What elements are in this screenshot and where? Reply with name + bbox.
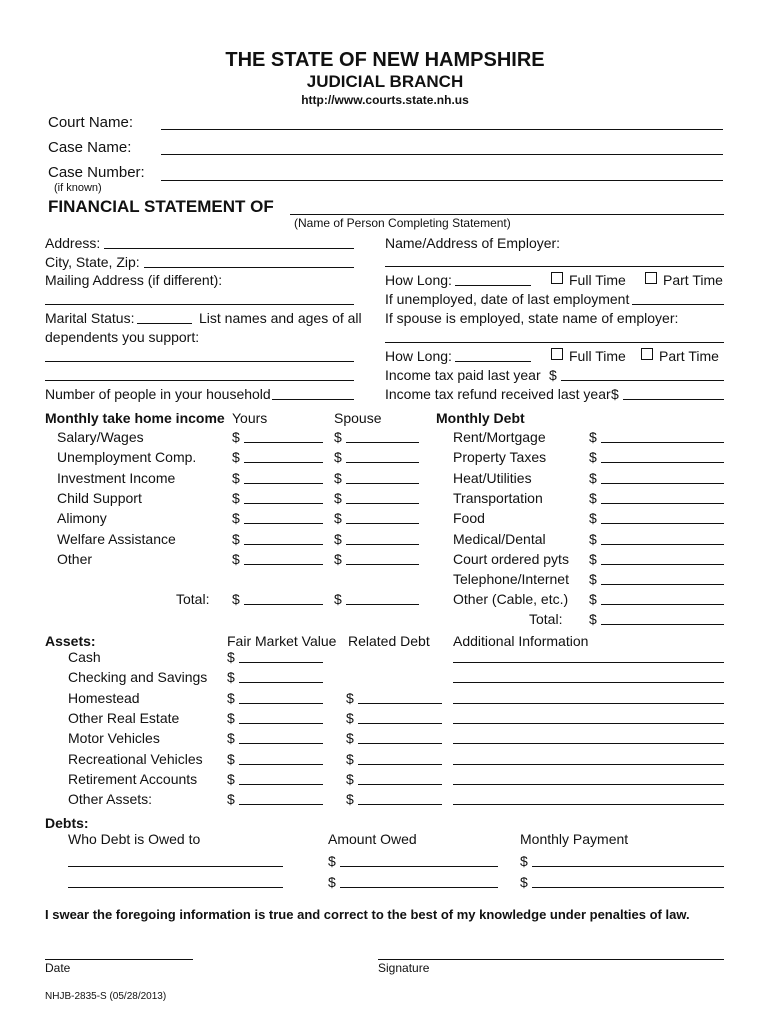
income-spouse-dollar: $ xyxy=(334,530,342,547)
asset-info-field[interactable] xyxy=(453,764,724,765)
income-yours-dollar: $ xyxy=(232,489,240,506)
statement-title: FINANCIAL STATEMENT OF xyxy=(48,197,274,216)
income-yours-field[interactable] xyxy=(244,503,323,504)
asset-label: Homestead xyxy=(68,689,140,706)
asset-fmv-field[interactable] xyxy=(239,743,323,744)
debt-total-field[interactable] xyxy=(601,624,724,625)
debts-col-amount: Amount Owed xyxy=(328,831,417,847)
address-label: Address: xyxy=(45,235,101,251)
form-id: NHJB-2835-S (05/28/2013) xyxy=(45,991,167,1002)
debt-payment-dollar-1: $ xyxy=(520,853,528,869)
unemployed-field[interactable] xyxy=(632,304,724,305)
income-col-spouse: Spouse xyxy=(334,410,382,426)
debt-label: Property Taxes xyxy=(453,449,547,466)
income-total-yours-field[interactable] xyxy=(244,604,323,605)
debt-field[interactable] xyxy=(601,442,724,443)
asset-label: Other Real Estate xyxy=(68,709,180,726)
debt-label: Rent/Mortgage xyxy=(453,429,546,445)
income-spouse-field[interactable] xyxy=(346,503,419,504)
debt-amount-field-1[interactable] xyxy=(340,866,498,867)
household-label: Number of people in your household xyxy=(45,386,271,402)
debt-payment-field-2[interactable] xyxy=(532,887,724,888)
city-field[interactable] xyxy=(144,267,354,268)
full-time-checkbox[interactable] xyxy=(551,272,563,284)
city-label: City, State, Zip: xyxy=(45,254,140,270)
asset-fmv-dollar: $ xyxy=(227,669,235,686)
debt-label: Court ordered pyts xyxy=(453,550,569,567)
address-field[interactable] xyxy=(104,248,354,249)
asset-related-dollar: $ xyxy=(346,709,354,726)
asset-fmv-field[interactable] xyxy=(239,764,323,765)
debt-field[interactable] xyxy=(601,503,724,504)
asset-fmv-dollar: $ xyxy=(227,770,235,787)
income-spouse-dollar: $ xyxy=(334,449,342,466)
asset-fmv-dollar: $ xyxy=(227,750,235,767)
employer-field[interactable] xyxy=(385,266,724,267)
asset-label: Recreational Vehicles xyxy=(68,750,203,767)
income-spouse-field[interactable] xyxy=(346,442,419,443)
asset-label: Motor Vehicles xyxy=(68,730,160,747)
asset-related-dollar: $ xyxy=(346,750,354,767)
income-total-spouse-field[interactable] xyxy=(346,604,419,605)
employer-label: Name/Address of Employer: xyxy=(385,235,561,251)
asset-fmv-dollar: $ xyxy=(227,791,235,808)
asset-fmv-field[interactable] xyxy=(239,723,323,724)
signature-field[interactable] xyxy=(378,959,724,960)
asset-related-field[interactable] xyxy=(358,703,442,704)
income-spouse-dollar: $ xyxy=(334,469,342,486)
debts-heading: Debts: xyxy=(45,815,89,831)
asset-fmv-field[interactable] xyxy=(239,784,323,785)
mailing-field[interactable] xyxy=(45,304,354,305)
income-yours-dollar: $ xyxy=(232,550,240,567)
debt-dollar: $ xyxy=(589,469,597,486)
tax-paid-dollar: $ xyxy=(549,367,557,383)
list-names-label: List names and ages of all xyxy=(199,310,362,326)
income-spouse-field[interactable] xyxy=(346,523,419,524)
statement-of-field[interactable] xyxy=(290,214,724,215)
full-time-label: Full Time xyxy=(569,272,626,288)
dependents-label: dependents you support: xyxy=(45,329,200,345)
dependents-field-2[interactable] xyxy=(45,380,354,381)
part-time-checkbox-2[interactable] xyxy=(641,348,653,360)
debt-label: Telephone/Internet xyxy=(453,571,569,588)
case-name-field[interactable] xyxy=(161,154,723,155)
income-yours-dollar: $ xyxy=(232,530,240,547)
income-spouse-field[interactable] xyxy=(346,544,419,545)
income-yours-field[interactable] xyxy=(244,483,323,484)
income-label: Alimony xyxy=(57,510,107,527)
date-field[interactable] xyxy=(45,959,193,960)
asset-related-dollar: $ xyxy=(346,791,354,808)
debt-label: Food xyxy=(453,510,485,527)
asset-related-dollar: $ xyxy=(346,730,354,747)
income-yours-field[interactable] xyxy=(244,564,323,565)
spouse-employer-field[interactable] xyxy=(385,342,724,343)
debt-amount-field-2[interactable] xyxy=(340,887,498,888)
income-label: Other xyxy=(57,550,93,567)
tax-refund-label: Income tax refund received last year xyxy=(385,386,611,402)
tax-paid-label: Income tax paid last year xyxy=(385,367,541,383)
asset-info-field[interactable] xyxy=(453,662,724,663)
court-name-label: Court Name: xyxy=(48,114,134,131)
asset-label: Other Assets: xyxy=(68,791,153,808)
debts-col-payment: Monthly Payment xyxy=(520,831,629,847)
debt-dollar: $ xyxy=(589,571,597,588)
asset-related-field[interactable] xyxy=(358,784,442,785)
debt-heading: Monthly Debt xyxy=(436,410,525,426)
income-heading: Monthly take home income xyxy=(45,410,225,426)
unemployed-label: If unemployed, date of last employment xyxy=(385,291,630,307)
asset-fmv-dollar: $ xyxy=(227,649,235,665)
court-name-field[interactable] xyxy=(161,129,723,130)
asset-fmv-field[interactable] xyxy=(239,804,323,805)
income-yours-dollar: $ xyxy=(232,449,240,466)
asset-fmv-field[interactable] xyxy=(239,682,323,683)
assets-col-fmv: Fair Market Value xyxy=(227,633,337,649)
household-field[interactable] xyxy=(272,399,354,400)
debt-dollar: $ xyxy=(589,550,597,567)
asset-info-field[interactable] xyxy=(453,784,724,785)
income-spouse-field[interactable] xyxy=(346,483,419,484)
debt-amount-dollar-1: $ xyxy=(328,853,336,869)
assets-heading: Assets: xyxy=(45,633,96,649)
date-label: Date xyxy=(45,961,71,975)
debt-field[interactable] xyxy=(601,544,724,545)
asset-fmv-dollar: $ xyxy=(227,689,235,706)
income-spouse-dollar: $ xyxy=(334,489,342,506)
asset-related-dollar: $ xyxy=(346,689,354,706)
debt-dollar: $ xyxy=(589,489,597,506)
asset-fmv-field[interactable] xyxy=(239,703,323,704)
asset-related-dollar: $ xyxy=(346,770,354,787)
income-label: Welfare Assistance xyxy=(57,530,176,547)
assets-col-related: Related Debt xyxy=(348,633,430,649)
debt-field[interactable] xyxy=(601,564,724,565)
debt-who-field-2[interactable] xyxy=(68,887,283,888)
signature-label: Signature xyxy=(378,961,430,975)
income-label: Salary/Wages xyxy=(57,429,144,445)
income-yours-dollar: $ xyxy=(232,469,240,486)
debt-total-label: Total: xyxy=(529,611,563,627)
debt-dollar: $ xyxy=(589,429,597,445)
asset-fmv-dollar: $ xyxy=(227,709,235,726)
asset-info-field[interactable] xyxy=(453,723,724,724)
asset-label: Checking and Savings xyxy=(68,669,208,686)
asset-related-field[interactable] xyxy=(358,723,442,724)
debt-label: Medical/Dental xyxy=(453,530,546,547)
debt-label: Transportation xyxy=(453,489,543,506)
part-time-label-2: Part Time xyxy=(659,348,719,364)
debts-col-who: Who Debt is Owed to xyxy=(68,831,201,847)
income-yours-field[interactable] xyxy=(244,462,323,463)
asset-label: Cash xyxy=(68,649,101,665)
state-title: THE STATE OF NEW HAMPSHIRE xyxy=(225,49,545,71)
asset-info-field[interactable] xyxy=(453,743,724,744)
oath-text: I swear the foregoing information is true and correct to the best of my knowledge under penalties of law. xyxy=(45,907,690,922)
asset-info-field[interactable] xyxy=(453,682,724,683)
asset-label: Retirement Accounts xyxy=(68,770,198,787)
debt-label: Other (Cable, etc.) xyxy=(453,591,569,608)
marital-label: Marital Status: xyxy=(45,310,135,326)
debt-payment-dollar-2: $ xyxy=(520,874,528,890)
asset-related-field[interactable] xyxy=(358,764,442,765)
income-total-label: Total: xyxy=(176,591,210,607)
income-spouse-dollar: $ xyxy=(334,510,342,527)
debt-payment-field-1[interactable] xyxy=(532,866,724,867)
debt-field[interactable] xyxy=(601,483,724,484)
debt-dollar: $ xyxy=(589,530,597,547)
how-long-field-2[interactable] xyxy=(455,361,531,362)
spouse-employer-label: If spouse is employed, state name of employer: xyxy=(385,310,679,326)
dependents-field-1[interactable] xyxy=(45,361,354,362)
case-number-field[interactable] xyxy=(161,180,723,181)
asset-related-field[interactable] xyxy=(358,743,442,744)
income-label: Child Support xyxy=(57,489,142,506)
full-time-label-2: Full Time xyxy=(569,348,626,364)
income-yours-dollar: $ xyxy=(232,510,240,527)
income-label: Investment Income xyxy=(57,469,176,486)
income-spouse-dollar: $ xyxy=(334,550,342,567)
asset-info-field[interactable] xyxy=(453,804,724,805)
case-number-label: Case Number: xyxy=(48,164,145,181)
asset-fmv-field[interactable] xyxy=(239,662,323,663)
debt-field[interactable] xyxy=(601,584,724,585)
asset-related-field[interactable] xyxy=(358,804,442,805)
income-label: Unemployment Comp. xyxy=(57,449,197,466)
debt-field[interactable] xyxy=(601,604,724,605)
statement-caption: (Name of Person Completing Statement) xyxy=(294,216,511,230)
debt-field[interactable] xyxy=(601,462,724,463)
if-known-note: (if known) xyxy=(54,182,102,194)
income-yours-field[interactable] xyxy=(244,523,323,524)
full-time-checkbox-2[interactable] xyxy=(551,348,563,360)
how-long-label: How Long: xyxy=(385,272,452,288)
court-url: http://www.courts.state.nh.us xyxy=(301,93,469,107)
income-yours-field[interactable] xyxy=(244,442,323,443)
assets-col-info: Additional Information xyxy=(453,633,589,649)
asset-fmv-dollar: $ xyxy=(227,730,235,747)
debt-amount-dollar-2: $ xyxy=(328,874,336,890)
case-name-label: Case Name: xyxy=(48,139,132,156)
debt-dollar: $ xyxy=(589,510,597,527)
income-spouse-field[interactable] xyxy=(346,462,419,463)
marital-field[interactable] xyxy=(137,323,192,324)
debt-dollar: $ xyxy=(589,449,597,466)
tax-refund-dollar: $ xyxy=(611,386,619,402)
how-long-label-2: How Long: xyxy=(385,348,452,364)
income-total-yours-dollar: $ xyxy=(232,591,240,607)
income-col-yours: Yours xyxy=(232,410,268,426)
tax-paid-field[interactable] xyxy=(561,380,724,381)
debt-total-dollar: $ xyxy=(589,611,597,627)
debt-who-field-1[interactable] xyxy=(68,866,283,867)
income-total-spouse-dollar: $ xyxy=(334,591,342,607)
income-yours-field[interactable] xyxy=(244,544,323,545)
debt-dollar: $ xyxy=(589,591,597,608)
part-time-checkbox[interactable] xyxy=(645,272,657,284)
income-spouse-dollar: $ xyxy=(334,429,342,445)
tax-refund-field[interactable] xyxy=(623,399,724,400)
income-spouse-field[interactable] xyxy=(346,564,419,565)
debt-label: Heat/Utilities xyxy=(453,469,532,486)
part-time-label: Part Time xyxy=(663,272,723,288)
how-long-field[interactable] xyxy=(455,285,531,286)
mailing-label: Mailing Address (if different): xyxy=(45,272,223,288)
income-yours-dollar: $ xyxy=(232,429,240,445)
debt-field[interactable] xyxy=(601,523,724,524)
branch-title: JUDICIAL BRANCH xyxy=(306,72,464,91)
asset-info-field[interactable] xyxy=(453,703,724,704)
